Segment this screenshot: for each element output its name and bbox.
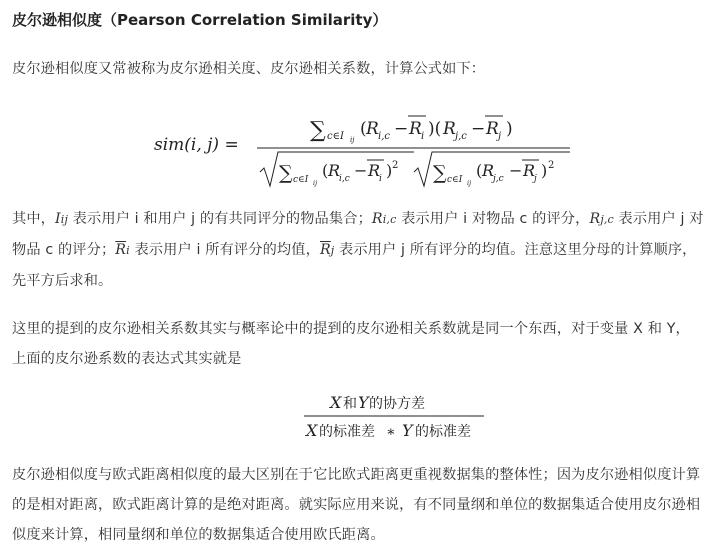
svg-text:R: R <box>443 119 456 139</box>
svg-text:): ) <box>386 161 393 180</box>
svg-text:i,c: i,c <box>339 174 350 184</box>
article <box>12 8 704 543</box>
svg-text:和: 和 <box>343 396 357 412</box>
svg-text:R: R <box>328 161 341 180</box>
formula-lhs: sim(i, j) = <box>154 135 239 155</box>
svg-text:∑: ∑ <box>279 162 293 184</box>
svg-text:−: − <box>354 161 368 180</box>
svg-text:j: j <box>534 174 537 184</box>
svg-text:2: 2 <box>548 160 555 171</box>
svg-text:i: i <box>379 174 382 184</box>
section-heading: 皮尔逊相似度（Pearson Correlation Similarity） <box>12 11 388 29</box>
svg-text:X: X <box>330 393 342 412</box>
formula-denominator-right <box>414 152 570 187</box>
svg-text:): ) <box>541 161 548 180</box>
svg-text:ij: ij <box>467 179 472 187</box>
formula2-numerator <box>328 393 425 412</box>
svg-text:ij: ij <box>313 179 318 187</box>
svg-text:R: R <box>523 161 536 180</box>
svg-text:X: X <box>306 421 318 440</box>
svg-text:i,c: i,c <box>378 131 390 142</box>
svg-text:∑: ∑ <box>433 162 447 184</box>
svg-text:j,c: j,c <box>493 174 504 184</box>
formula-numerator <box>310 116 513 144</box>
svg-text:c∈I: c∈I <box>447 175 463 185</box>
svg-text:的标准差: 的标准差 <box>319 424 375 440</box>
svg-text:∗: ∗ <box>386 424 396 440</box>
svg-text:的协方差: 的协方差 <box>369 396 425 412</box>
probability-paragraph: 这里的提到的皮尔逊相关系数其实与概率论中的提到的皮尔逊相关系数就是同一个东西，对于变量 X 和 Y，上面的皮尔逊系数的表达式其实就是 <box>12 321 690 367</box>
svg-text:j,c: j,c <box>455 131 467 142</box>
svg-text:(: ( <box>322 161 329 180</box>
svg-text:−: − <box>509 161 523 180</box>
svg-text:Y: Y <box>402 421 413 440</box>
sum-symbol: ∑ <box>310 118 326 143</box>
svg-text:R: R <box>409 119 422 139</box>
svg-text:Y: Y <box>358 393 369 412</box>
svg-text:−: − <box>471 119 486 139</box>
svg-text:R: R <box>366 119 379 139</box>
svg-text:−: − <box>394 119 409 139</box>
formula-denominator-left <box>260 152 414 187</box>
sum-index: c∈I <box>327 131 344 142</box>
svg-text:(: ( <box>360 119 367 139</box>
intro-paragraph: 皮尔逊相似度又常被称为皮尔逊相关度、皮尔逊相关系数，计算公式如下： <box>12 61 486 77</box>
svg-text:)(: )( <box>428 119 442 139</box>
definition-paragraph: 其中，Iij 表示用户 i 和用户 j 的有共同评分的物品集合；Ri,c 表示用户 i 对物品 c 的评分，Rj,c 表示用户 j 对物品 c 的评分；$\overline{R}i$ 表示用户 i 所有评分的均值，$\overline{R}j$ 表示用户 j 所有评分的均值。注意这里分母的计算顺序，先平方后求和。 <box>12 211 704 289</box>
svg-text:2: 2 <box>392 160 399 171</box>
comparison-paragraph: 皮尔逊相似度与欧式距离相似度的最大区别在于它比欧式距离更重视数据集的整体性；因为皮尔逊相似度计算的是相对距离，欧式距离计算的是绝对距离。就实际应用来说，有不同量纲和单位的数据集适合使用皮尔逊相似度来计算，相同量纲和单位的数据集适合使用欧氏距离。 <box>12 467 701 543</box>
svg-text:R: R <box>486 119 499 139</box>
formula2-denominator <box>304 421 471 440</box>
svg-text:i: i <box>421 131 425 142</box>
svg-text:(: ( <box>476 161 483 180</box>
svg-text:R: R <box>482 161 495 180</box>
pearson-formula <box>152 108 582 192</box>
covariance-formula <box>294 388 494 448</box>
svg-text:): ) <box>506 119 513 139</box>
svg-text:的标准差: 的标准差 <box>415 424 471 440</box>
svg-text:R: R <box>368 161 381 180</box>
sum-index-sub: ij <box>350 136 355 144</box>
svg-text:c∈I: c∈I <box>293 175 309 185</box>
svg-text:j: j <box>498 131 502 142</box>
